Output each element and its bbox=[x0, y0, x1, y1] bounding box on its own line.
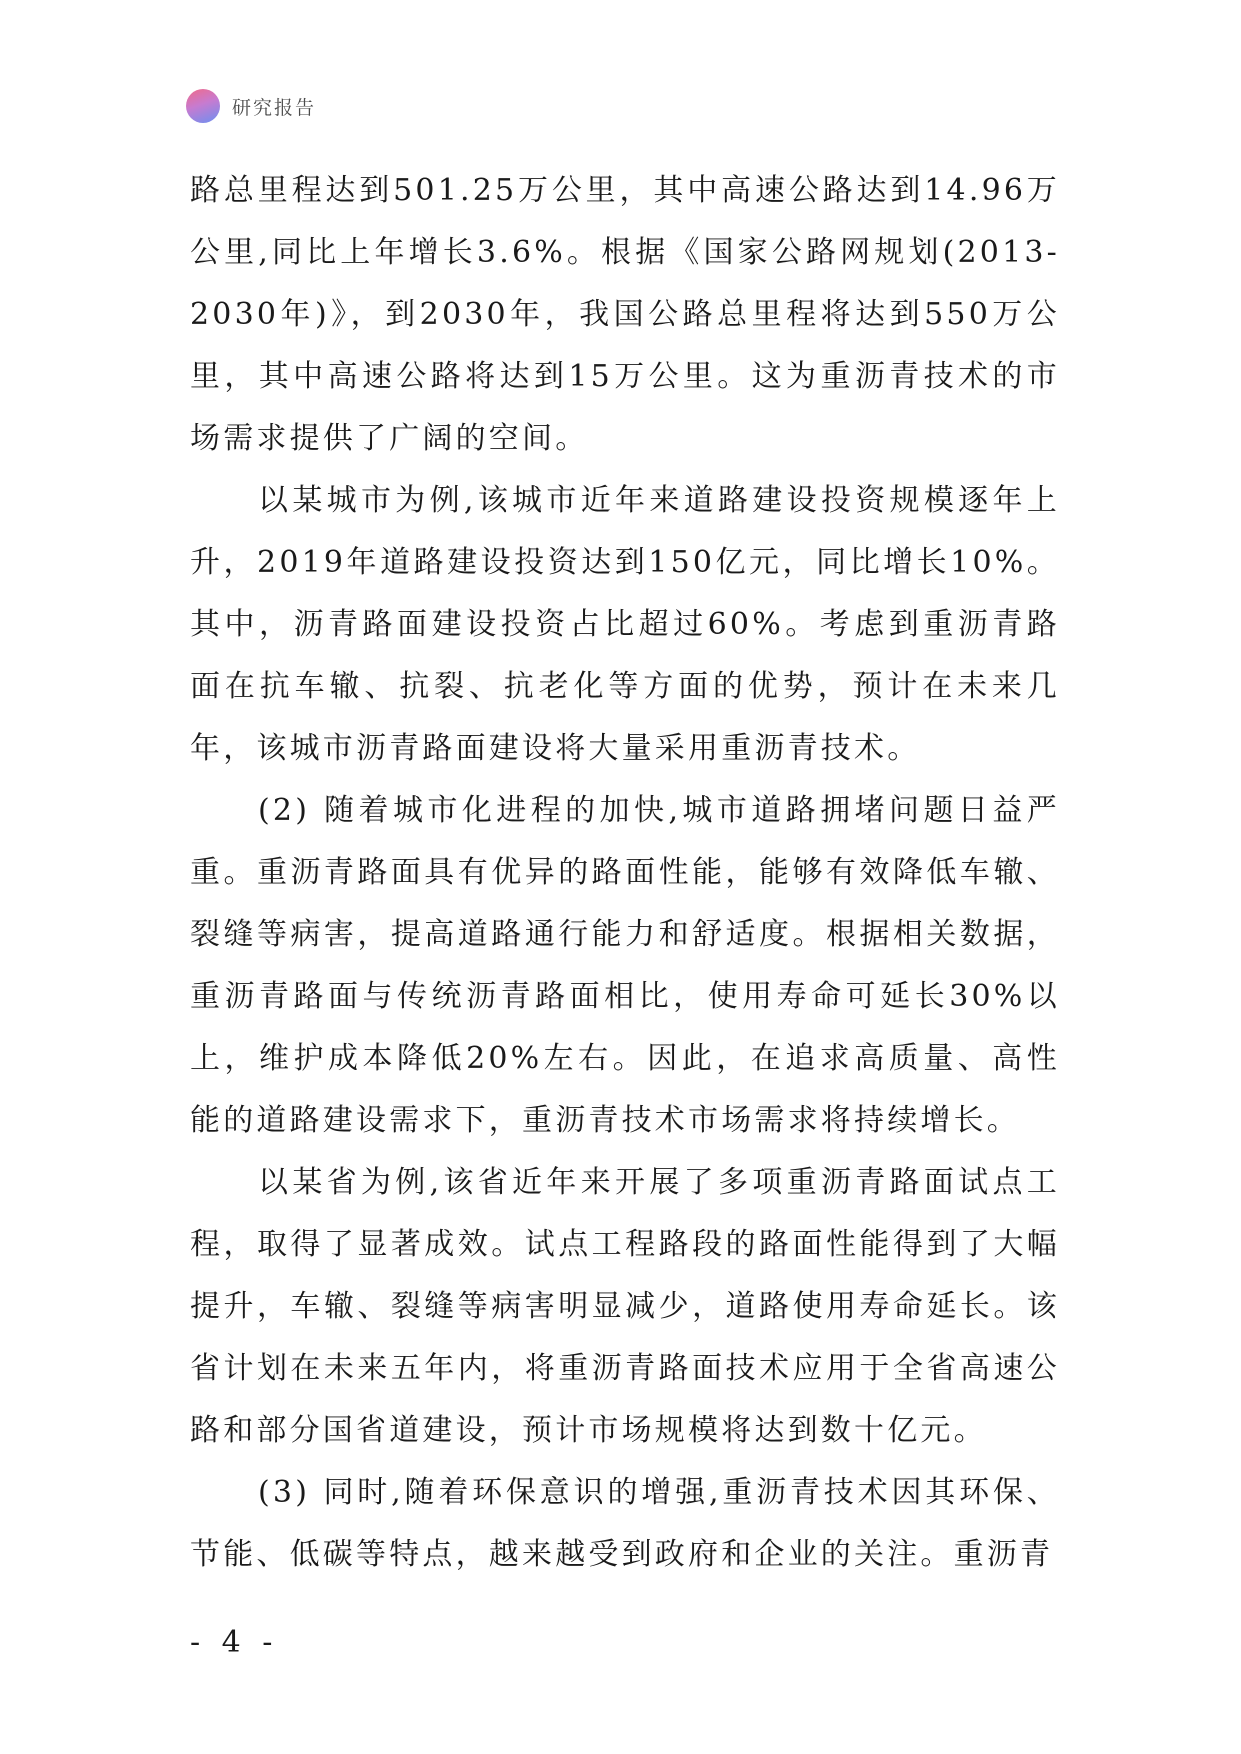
paragraph-point-2: (2) 随着城市化进程的加快,城市道路拥堵问题日益严重。重沥青路面具有优异的路面性能，能够有效降低车辙、裂缝等病害，提高道路通行能力和舒适度。根据相关数据，重沥青路面与传统沥青路面相比，使用寿命可延长30%以上，维护成本降低20%左右。因此，在追求高质量、高性能的道路建设需求下，重沥青技术市场需求将持续增长。 bbox=[190, 793, 1060, 1138]
logo-icon bbox=[186, 89, 220, 123]
paragraph-point-3: (3) 同时,随着环保意识的增强,重沥青技术因其环保、节能、低碳等特点，越来越受到政府和企业的关注。重沥青 bbox=[190, 1475, 1060, 1572]
paragraph-continuation: 路总里程达到501.25万公里，其中高速公路达到14.96万公里,同比上年增长3.6%。根据《国家公路网规划(2013-2030年)》，到2030年，我国公路总里程将达到550万公里，其中高速公路将达到15万公里。这为重沥青技术的市场需求提供了广阔的空间。 bbox=[190, 173, 1060, 456]
report-header bbox=[186, 88, 316, 124]
report-title: 研究报告 bbox=[232, 96, 317, 119]
page-number: - 4 - bbox=[190, 1625, 279, 1660]
paragraph-province-example: 以某省为例,该省近年来开展了多项重沥青路面试点工程，取得了显著成效。试点工程路段的路面性能得到了大幅提升，车辙、裂缝等病害明显减少，道路使用寿命延长。该省计划在未来五年内，将重沥青路面技术应用于全省高速公路和部分国省道建设，预计市场规模将达到数十亿元。 bbox=[190, 1165, 1060, 1448]
paragraph-city-example: 以某城市为例,该城市近年来道路建设投资规模逐年上升，2019年道路建设投资达到150亿元，同比增长10%。其中，沥青路面建设投资占比超过60%。考虑到重沥青路面在抗车辙、抗裂、抗老化等方面的优势，预计在未来几年，该城市沥青路面建设将大量采用重沥青技术。 bbox=[190, 483, 1060, 766]
document-body bbox=[190, 160, 1060, 1586]
